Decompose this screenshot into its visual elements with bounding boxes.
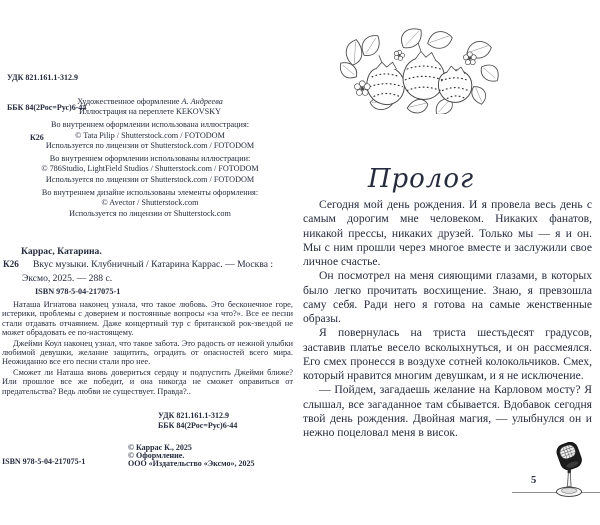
catalog-isbn: ISBN 978-5-04-217075-1 <box>35 287 121 296</box>
copyright-line: © Оформление. <box>128 451 185 461</box>
copyright-block <box>128 444 254 469</box>
catalog-code: К26 <box>3 259 19 269</box>
license-line: Используется по лицензии от Shutterstock.com / FOTODOM <box>45 141 255 151</box>
udk-code-footer: УДК 821.161.1-312.9 <box>158 411 230 420</box>
page-number: 5 <box>531 475 537 486</box>
license-line: © Tata Pilip / Shutterstock.com / FOTODOM <box>75 130 225 140</box>
annotation-paragraph: Сможет ли Наташа вновь довериться сердцу и подпустить Джейми ближе? Или прошлое все же победит, и она никогда не сможет оправиться от предательства? Ведь любви не существует. Правда?.. <box>2 367 293 396</box>
license-line: Во внутреннем оформлении использована иллюстрация: <box>51 120 249 130</box>
license-line: Используется по лицензии от Shutterstock.com <box>69 208 231 218</box>
body-paragraph: — Пойдем, загадаешь желание на Карловом мосту? Я слышал, все загаданное там сбывается. Вдобавок сегодня твой день рождения. Двойная магия, — улыбнулся он и нежно поцеловал меня в висок. <box>303 383 592 439</box>
license-line: © 786Studio, LightField Studios / Shutterstock.com / FOTODOM <box>41 164 259 174</box>
license-line: Используется по лицензии от Shutterstock.com / FOTODOM <box>45 174 255 184</box>
author-sign-code: К26 <box>30 133 44 142</box>
body-paragraph: Я повернулась на триста шестьдесят градусов, заставив платье весело всколыхнуться, и он рассмеялся. Его смех пронесся в воздухе сотней колокольчиков. Смех, который нравится многим девушкам, и я не исключение. <box>303 326 592 382</box>
license-line: Во внутреннем дизайне использованы элементы оформления: <box>41 187 259 197</box>
microphone-illustration <box>545 442 595 500</box>
chapter-title: Пролог <box>367 164 475 194</box>
body-paragraph: Сегодня мой день рождения. И я провела весь день с самым дорогим мне человеком. Никаких фанатов, никакой прессы, никаких друзей. Только мы — я и он. Мы с ним прошли через многое вместе и заслужили свое личное счастье. <box>303 198 592 268</box>
annotation-paragraph: Наташа Игнатова наконец узнала, что такое любовь. Это бесконечное горе, истерики, проблемы с доверием и постоянные вопросы «за что?». Все ее песни стали отдавать отчаянием. Даже концертный тур с британской рок-звездой не может обрадовать ее по-настоящему. <box>2 300 293 338</box>
annotation-paragraph: Джейми Коул наконец узнал, что такое забота. Это радость от нежной улыбки любимой девушки, желание защитить, оградить от опасностей всего мира. Неожиданно все его песни стали про нее. <box>2 338 293 367</box>
design-credit-line: Художественное оформление А. Андреева <box>77 97 223 106</box>
body-paragraph: Он посмотрел на меня сияющими глазами, в которых было легко прочитать восхищение. Знаю, я превзошла саму себя. Ради него я готова на самые женственные образы. <box>303 269 592 325</box>
copyright-line: © Каррас К., 2025 <box>128 443 192 452</box>
strawberries-illustration <box>334 26 502 114</box>
bbk-code: ББК 84(2Рос=Рус)6-44 <box>7 103 87 112</box>
isbn-footer: ISBN 978-5-04-217075-1 <box>2 457 86 466</box>
license-group-3 <box>0 188 300 219</box>
bbk-code-footer: ББК 84(2Рос=Рус)6-44 <box>158 420 238 430</box>
catalog-author: Каррас, Катарина. <box>21 246 102 257</box>
license-group-2 <box>0 154 300 185</box>
design-credits <box>0 97 300 118</box>
prologue-text <box>303 198 592 440</box>
udk-code: УДК 821.161.1-312.9 <box>7 73 79 82</box>
license-line: © Avector / Shutterstock.com <box>101 198 199 208</box>
footer-classification-codes <box>158 411 237 430</box>
designer-name: А. Андреева <box>181 97 223 106</box>
cover-credit-line: Иллюстрация на переплете KEKOVSKY <box>78 107 221 117</box>
license-line: Во внутреннем оформлении использованы иллюстрации: <box>49 154 251 164</box>
catalog-entry: Вкус музыки. Клубничный / Катарина Каррас. — Москва : Эксмо, 2025. — 288 с. <box>22 259 274 284</box>
annotation-block <box>2 300 293 397</box>
credits-block <box>0 97 300 221</box>
license-group-1 <box>0 120 300 151</box>
copyright-line: ООО «Издательство «Эксмо», 2025 <box>128 459 255 469</box>
